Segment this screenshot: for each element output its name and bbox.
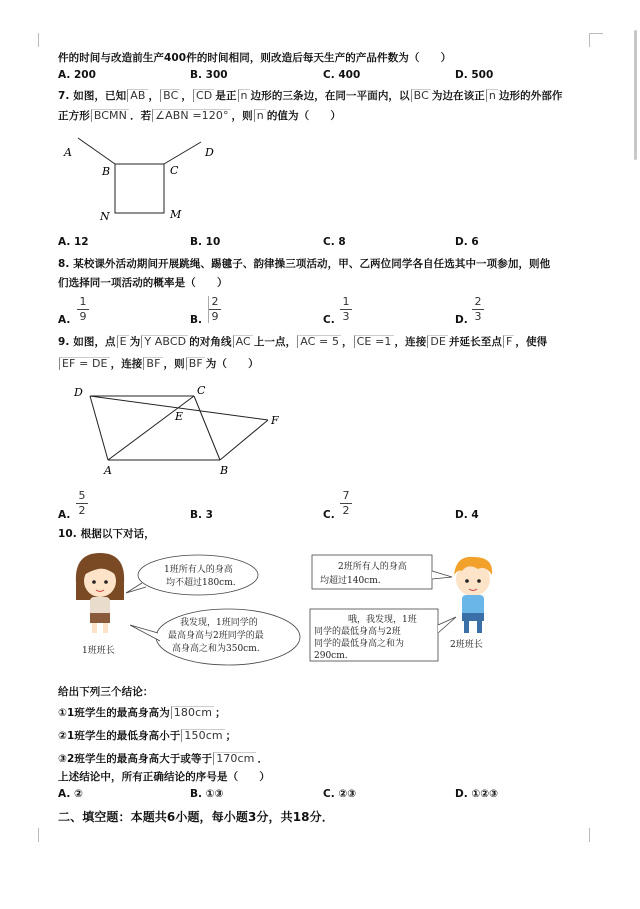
q8-option-b[interactable]: B.	[190, 314, 202, 326]
q7-line-1: 7. 如图，已知 AB ， BC ， CD 是正 n 边形的三条边，在同一平面内，以 BC 为边在该正 n 边形的外部作	[58, 89, 563, 102]
boy-icon	[454, 557, 492, 633]
formula-n: n	[238, 89, 250, 102]
formula-n-3: n	[254, 109, 266, 122]
conclusion-2: ②1班学生的最低身高小于 150cm ；	[58, 729, 237, 742]
formula-e: E	[117, 335, 129, 348]
scrollbar[interactable]	[634, 30, 637, 160]
q8-fraction-b: 2 9	[208, 296, 221, 323]
crop-mark-tl	[38, 33, 39, 47]
label-d: D	[205, 146, 214, 159]
label-m: M	[170, 208, 182, 221]
dialog-illustration	[58, 545, 578, 670]
label-c: C	[170, 164, 179, 177]
q9-figure	[70, 382, 290, 477]
diagonal-ac	[108, 396, 194, 460]
bubble-4-line-3: 同学的最低身高之和为	[314, 639, 405, 649]
q6-option-a[interactable]: A. 200	[58, 69, 96, 81]
bubble-3-line-1: 2班所有人的身高	[338, 562, 407, 572]
formula-ef-de: EF = DE	[59, 357, 110, 370]
girl-icon	[76, 553, 124, 633]
q10-option-b[interactable]: B. ①③	[190, 788, 224, 800]
q8-option-c[interactable]: C.	[323, 314, 335, 326]
bubble-4-line-4: 290cm.	[314, 651, 348, 661]
bubble-4-line-1: 哦，我发现，1班	[348, 615, 417, 625]
q9-line-2: EF = DE ，连接 BF ，则 BF 为（ ）	[58, 356, 259, 371]
segment-cb	[194, 396, 220, 460]
q9-line-1: 9. 如图，点 E 为 Y ABCD 的对角线 AC 上一点， AC = 5 ， CE =1 ，连接 DE 并延长至点 F ，使得	[58, 335, 548, 348]
formula-bc-2: BC	[411, 89, 431, 102]
formula-ac: AC	[233, 335, 253, 348]
formula-bc: BC	[160, 89, 180, 102]
crop-mark-tr	[589, 33, 603, 34]
square-bcmn	[115, 164, 164, 213]
bubble-2-line-2: 最高身高与2班同学的最	[168, 631, 264, 641]
girl-label: 1班班长	[82, 646, 115, 656]
label-b: B	[102, 165, 111, 178]
q7-option-a[interactable]: A. 12	[58, 236, 89, 248]
label-b: B	[220, 464, 229, 477]
conclusion-3: ③2班学生的最高身高大于或等于 170cm ．	[58, 752, 269, 765]
formula-180cm: 180cm	[171, 706, 214, 719]
speech-bubble-1	[138, 555, 258, 595]
formula-ce-1: CE =1	[354, 335, 394, 348]
bubble-3-line-2: 均超过140cm.	[320, 576, 381, 586]
q9-option-c[interactable]: C.	[323, 509, 335, 521]
formula-cd: CD	[193, 89, 214, 102]
q9-option-b[interactable]: B. 3	[190, 509, 213, 521]
label-d: D	[74, 386, 83, 399]
formula-f: F	[503, 335, 514, 348]
section-2-heading: 二、填空题：本题共6小题，每小题3分，共18分．	[58, 810, 334, 824]
label-a: A	[64, 146, 72, 159]
q7-figure	[58, 132, 238, 224]
q9-option-d[interactable]: D. 4	[455, 509, 479, 521]
q7-option-d[interactable]: D. 6	[455, 236, 479, 248]
q10-option-c[interactable]: C. ②③	[323, 788, 357, 800]
crop-mark-br	[589, 828, 590, 842]
formula-150cm: 150cm	[181, 729, 224, 742]
formula-bf: BF	[143, 357, 162, 370]
q8-option-a[interactable]: A.	[58, 314, 71, 326]
q6-option-d[interactable]: D. 500	[455, 69, 494, 81]
q8-fraction-d: 2 3	[472, 296, 484, 323]
formula-n-2: n	[486, 89, 498, 102]
conclusions-title: 给出下列三个结论：	[58, 686, 154, 698]
q6-option-b[interactable]: B. 300	[190, 69, 228, 81]
bubble-4-line-2: 同学的最低身高与2班	[314, 627, 401, 637]
conclusion-1: ①1班学生的最高身高为 180cm ；	[58, 706, 226, 719]
formula-de: DE	[427, 335, 448, 348]
label-c: C	[197, 384, 206, 397]
q9-fraction-c: 7 2	[340, 490, 352, 517]
segment-da	[90, 396, 108, 460]
segment-ab	[78, 138, 115, 164]
q7-option-c[interactable]: C. 8	[323, 236, 346, 248]
q6-option-c[interactable]: C. 400	[323, 69, 361, 81]
q7-line-2: 正方形 BCMN ．若 ∠ABN =120° ，则 n 的值为（ ）	[58, 109, 342, 122]
q8-fraction-a: 1 9	[77, 296, 89, 323]
q8-line-2: 们选择同一项活动的概率是（ ）	[58, 277, 228, 289]
q9-option-a[interactable]: A.	[58, 509, 71, 521]
crop-mark-bl	[38, 828, 39, 842]
formula-ac-5: AC = 5	[297, 335, 341, 348]
q7-text: 7. 如图，已知	[58, 90, 127, 102]
label-a: A	[104, 464, 112, 477]
formula-ab: AB	[127, 89, 147, 102]
q10-option-d[interactable]: D. ①②③	[455, 788, 499, 800]
segment-cd	[164, 142, 201, 164]
q10-question: 上述结论中，所有正确结论的序号是（ ）	[58, 771, 270, 783]
formula-angle-abn: ∠ABN =120°	[152, 109, 230, 122]
bubble-1-line-2: 均不超过180cm.	[166, 578, 236, 588]
formula-170cm: 170cm	[213, 752, 256, 765]
label-e: E	[175, 410, 184, 423]
crop-mark-tr-v	[589, 33, 590, 47]
q7-option-b[interactable]: B. 10	[190, 236, 221, 248]
label-n: N	[100, 210, 110, 223]
bubble-1-line-1: 1班所有人的身高	[164, 565, 233, 575]
boy-label: 2班班长	[450, 640, 483, 650]
q8-fraction-c: 1 3	[340, 296, 352, 323]
q6-tail-text: 件的时间与改造前生产400件的时间相同，则改造后每天生产的产品件数为（ ）	[58, 52, 452, 64]
segment-bf	[220, 420, 268, 460]
q9-fraction-a: 5 2	[76, 490, 88, 517]
bubble-2-line-3: 高身高之和为350cm.	[172, 644, 260, 654]
formula-parallelogram-abcd: Y ABCD	[141, 335, 188, 348]
formula-bcmn: BCMN	[91, 109, 129, 122]
q10-heading: 10. 根据以下对话，	[58, 528, 155, 540]
bubble-2-line-1: 我发现，1班同学的	[180, 618, 258, 628]
formula-bf-2: BF	[186, 357, 205, 370]
q10-option-a[interactable]: A. ②	[58, 788, 83, 800]
label-f: F	[271, 414, 279, 427]
q8-option-d[interactable]: D.	[455, 314, 468, 326]
q8-line-1: 8. 某校课外活动期间开展跳绳、踢毽子、韵律操三项活动，甲、乙两位同学各自任选其中一项参加，则他	[58, 258, 551, 270]
